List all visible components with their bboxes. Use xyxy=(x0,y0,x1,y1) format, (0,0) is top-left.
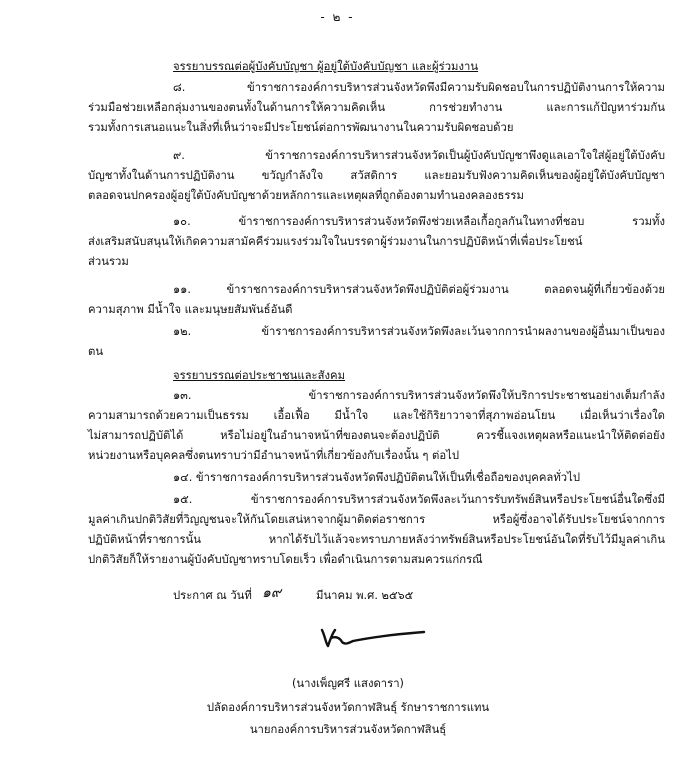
clause-13-line-1: ๑๓. ข้าราชการองค์การบริหารส่วนจังหวัดพึงให้บริการประชาชนอย่างเต็มกำลัง xyxy=(173,389,665,402)
clause-13-line-3: ไม่สามารถปฏิบัติได้ หรือไม่อยู่ในอำนาจหน้าที่ของตนจะต้องปฏิบัติ ควรชี้แจงเหตุผลหรือแนะนำให้ติดต่อยัง xyxy=(88,429,665,442)
announcement-day: ๑๙ xyxy=(262,585,282,601)
page-number: - ๒ - xyxy=(320,10,355,24)
clause-13-line-2: ความสามารถด้วยความเป็นธรรม เอื้อเฟื้อ มีน้ำใจ และใช้กิริยาวาจาที่สุภาพอ่อนโยน เมื่อเห็นว่าเรื่องใด xyxy=(88,409,665,422)
clause-11-line-1: ๑๑. ข้าราชการองค์การบริหารส่วนจังหวัดพึงปฏิบัติต่อผู้ร่วมงาน ตลอดจนผู้ที่เกี่ยวข้องด้วย xyxy=(173,283,665,296)
clause-15-line-4: ปกติวิสัยก็ให้รายงานผู้บังคับบัญชาทราบโดยเร็ว เพื่อดำเนินการตามสมควรแก่กรณี xyxy=(88,553,483,566)
clause-9-line-1: ๙. ข้าราชการองค์การบริหารส่วนจังหวัดเป็นผู้บังคับบัญชาพึงดูแลเอาใจใส่ผู้อยู่ใต้บังคับ xyxy=(173,149,665,162)
clause-8-line-2: ร่วมมือช่วยเหลือกลุ่มงานของตนทั้งในด้านการให้ความคิดเห็น การช่วยทำงาน และการแก้ปัญหาร่วมกัน xyxy=(88,101,665,114)
announcement-month-year: มีนาคม พ.ศ. ๒๕๖๕ xyxy=(316,589,414,602)
clause-11-line-2: ความสุภาพ มีน้ำใจ และมนุษยสัมพันธ์อันดี xyxy=(88,303,293,316)
section-heading-public: จรรยาบรรณต่อประชาชนและสังคม xyxy=(173,369,346,382)
clause-15-line-3: ปฏิบัติหน้าที่ราชการนั้น หากได้รับไว้แล้วจะทราบภายหลังว่าทรัพย์สินหรือประโยชน์อันใดที่รับไว้มีมูลค่าเกิน xyxy=(88,533,665,546)
signer-position-line-1: ปลัดองค์การบริหารส่วนจังหวัดกาฬสินธุ์ รักษาราชการแทน xyxy=(206,701,490,714)
clause-8-line-1: ๘. ข้าราชการองค์การบริหารส่วนจังหวัดพึงมีความรับผิดชอบในการปฏิบัติงานการให้ความ xyxy=(173,81,665,94)
clause-9-line-2: บัญชาทั้งในด้านการปฏิบัติงาน ขวัญกำลังใจ สวัสดิการ และยอมรับฟังความคิดเห็นของผู้อยู่ใต้บังคับบัญชา xyxy=(88,169,665,182)
clause-14-line-1: ๑๔. ข้าราชการองค์การบริหารส่วนจังหวัดพึงปฏิบัติตนให้เป็นที่เชื่อถือของบุคคลทั่วไป xyxy=(173,471,580,484)
handwritten-signature xyxy=(318,624,428,650)
clause-15-line-2: มูลค่าเกินปกติวิสัยที่วิญญูชนจะให้กันโดยเสน่หาจากผู้มาติดต่อราชการ หรือผู้ซึ่งอาจได้รับประโยชน์จากการ xyxy=(88,513,665,526)
announcement-prefix: ประกาศ ณ วันที่ xyxy=(173,589,252,602)
signer-position-line-2: นายกองค์การบริหารส่วนจังหวัดกาฬสินธุ์ xyxy=(249,723,447,736)
clause-15-line-1: ๑๕. ข้าราชการองค์การบริหารส่วนจังหวัดพึงละเว้นการรับทรัพย์สินหรือประโยชน์อื่นใดซึ่งมี xyxy=(173,493,665,506)
clause-12-line-2: ตน xyxy=(88,345,104,358)
clause-8-line-3: รวมทั้งการเสนอแนะในสิ่งที่เห็นว่าจะมีประโยชน์ต่อการพัฒนางานในความรับผิดชอบด้วย xyxy=(88,121,514,134)
clause-12-line-1: ๑๒. ข้าราชการองค์การบริหารส่วนจังหวัดพึงละเว้นจากการนำผลงานของผู้อื่นมาเป็นของ xyxy=(173,325,665,338)
section-heading-colleagues: จรรยาบรรณต่อผู้บังคับบัญชา ผู้อยู่ใต้บังคับบัญชา และผู้ร่วมงาน xyxy=(173,60,479,73)
clause-13-line-4: หน่วยงานหรือบุคคลซึ่งตนทราบว่ามีอำนาจหน้าที่เกี่ยวข้องกับเรื่องนั้น ๆ ต่อไป xyxy=(88,449,459,462)
clause-10-line-3: ส่วนรวม xyxy=(88,255,129,268)
signer-name: (นางเพ็ญศรี แสงดารา) xyxy=(292,677,404,690)
clause-9-line-3: ตลอดจนปกครองผู้อยู่ใต้บังคับบัญชาด้วยหลักการและเหตุผลที่ถูกต้องตามทำนองคลองธรรม xyxy=(88,189,524,202)
clause-10-line-2: ส่งเสริมสนับสนุนให้เกิดความสามัคคีร่วมแรงร่วมใจในบรรดาผู้ร่วมงานในการปฏิบัติหน้าที่เพื่อประโยชน์ xyxy=(88,235,583,248)
clause-10-line-1: ๑๐. ข้าราชการองค์การบริหารส่วนจังหวัดพึงช่วยเหลือเกื้อกูลกันในทางที่ชอบ รวมทั้ง xyxy=(173,215,665,228)
